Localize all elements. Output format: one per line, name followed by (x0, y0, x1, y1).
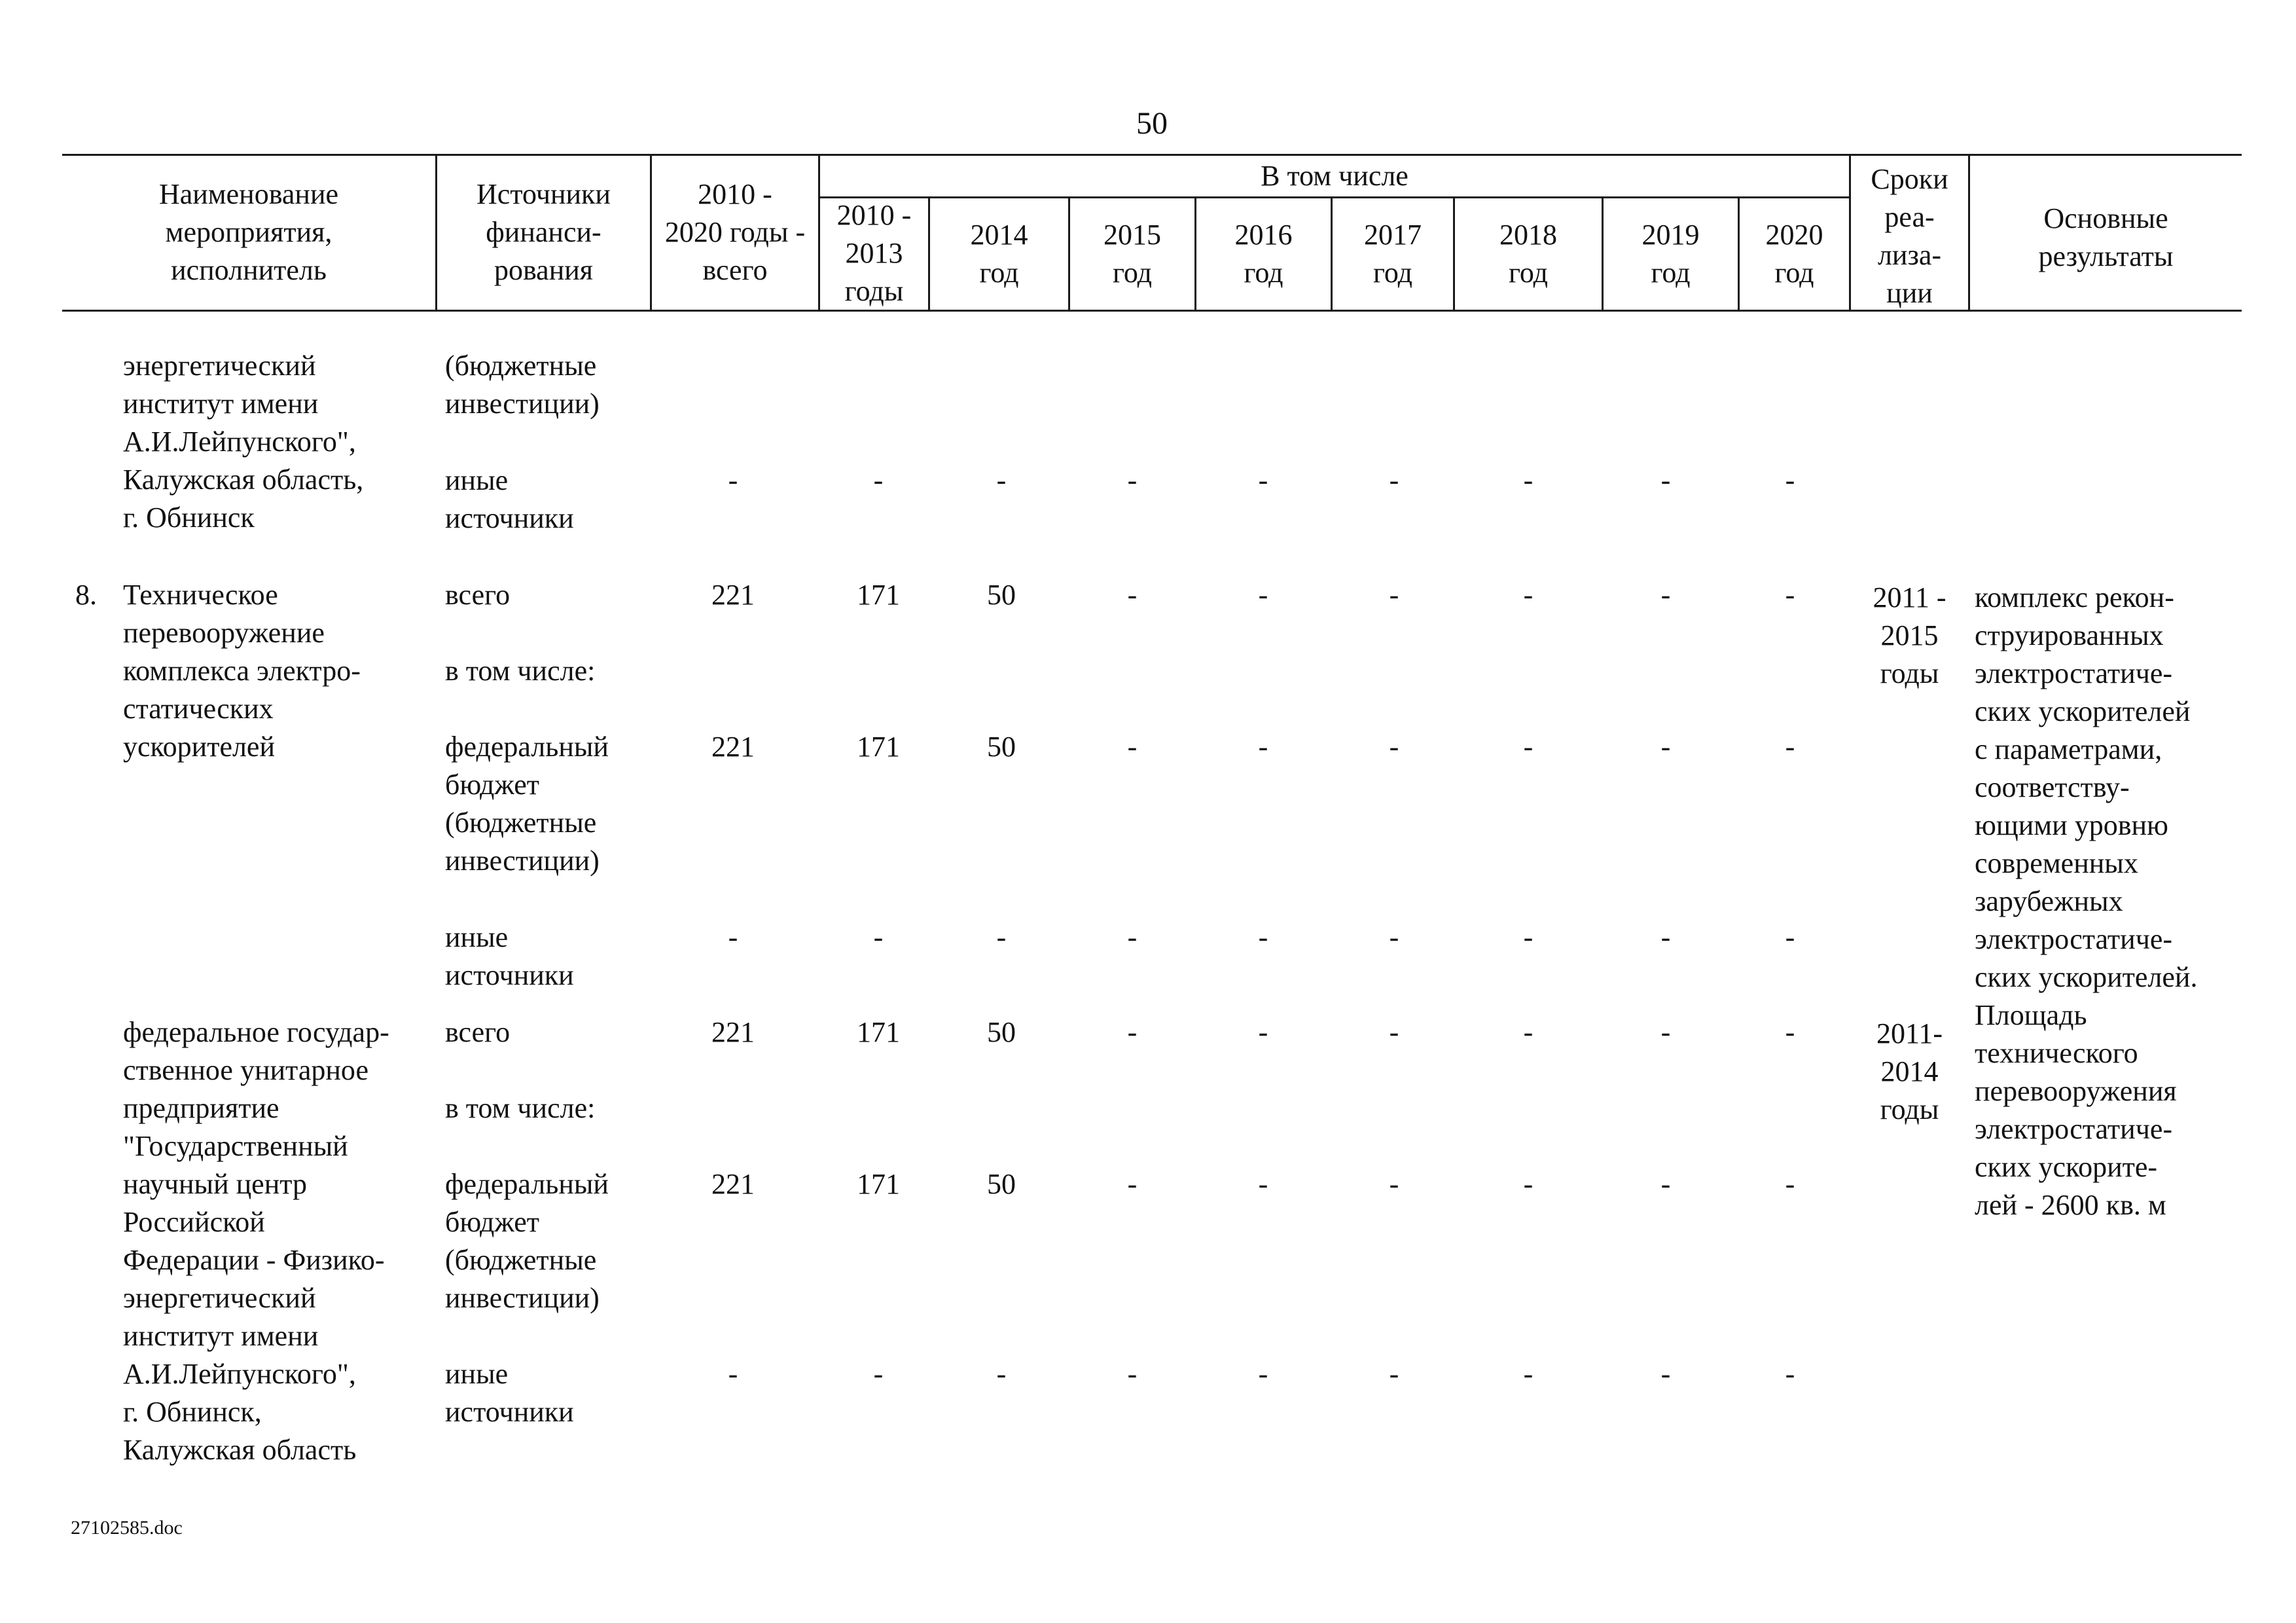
value-cell: - (728, 464, 738, 496)
cont-row-name: энергетический институт имени А.И.Лейпунского", Калужская область, г. Обнинск (123, 350, 364, 534)
value-cell: - (1785, 579, 1795, 611)
value-cell: - (1660, 1168, 1671, 1200)
value-cell: - (1523, 464, 1534, 496)
header-sources: Источники финанси- рования (476, 178, 611, 286)
header-name: Наименование мероприятия, исполнитель (158, 178, 339, 286)
item8-source-other: иные источники (445, 921, 574, 991)
value-cell: - (1523, 1358, 1534, 1390)
value-cell: 50 (987, 579, 1016, 611)
value-cell: - (1389, 731, 1399, 763)
value-cell: - (1389, 1016, 1399, 1048)
value-cell: 50 (987, 1016, 1016, 1048)
value-cell: - (1660, 464, 1671, 496)
value-cell: - (1660, 1358, 1671, 1390)
value-cell: - (1258, 464, 1268, 496)
value-cell: - (1258, 579, 1268, 611)
value-cell: 171 (857, 579, 900, 611)
value-cell: - (1127, 579, 1138, 611)
value-cell: - (996, 464, 1007, 496)
item8-name: Техническое перевооружение комплекса электро- статических ускорителей (123, 579, 361, 763)
cont-row-source-other: иные источники (445, 464, 574, 534)
value-cell: - (1523, 731, 1534, 763)
page-number: 50 (1136, 106, 1168, 141)
value-cell: - (728, 921, 738, 953)
value-cell: - (1258, 1168, 1268, 1200)
value-cell: - (1389, 1358, 1399, 1390)
executor-source-other: иные источники (445, 1358, 574, 1428)
header-terms: Сроки реа- лиза- ции (1871, 163, 1948, 309)
value-cell: - (1660, 1016, 1671, 1048)
value-cell: - (1389, 579, 1399, 611)
value-cell: - (1127, 1358, 1138, 1390)
value-cell: - (1785, 464, 1795, 496)
value-cell: - (873, 464, 884, 496)
item-number: 8. (75, 579, 97, 611)
header-including: В том числе (1261, 160, 1408, 192)
value-cell: - (1523, 1168, 1534, 1200)
value-cell: 221 (711, 731, 755, 763)
value-cell: - (1258, 1358, 1268, 1390)
value-cell: - (1523, 921, 1534, 953)
item8-results: комплекс рекон- струированных электростатиче- ских ускорителей с параметрами, соответству- ющими уровню современных зарубежных электростатиче- ских ускорителей. Площадь технического перевооружения электростатиче- ских ускорите- лей - 2600 кв. м (1975, 581, 2198, 1221)
value-cell: 171 (857, 731, 900, 763)
value-cell: - (1127, 921, 1138, 953)
value-cell: - (1258, 1016, 1268, 1048)
executor-terms: 2011- 2014 годы (1876, 1017, 1943, 1125)
value-cell: 171 (857, 1168, 900, 1200)
value-cell: - (728, 1358, 738, 1390)
header-total: 2010 - 2020 годы - всего (664, 178, 806, 286)
header-2019: 2019 год (1641, 219, 1700, 289)
header-results: Основные результаты (2038, 202, 2174, 272)
value-cell: - (1523, 1016, 1534, 1048)
executor-source-total: всего (445, 1016, 511, 1048)
table-top-rule (62, 154, 2242, 156)
header-2010-2013: 2010 - 2013 годы (836, 199, 912, 307)
executor-source-federal: федеральный бюджет (бюджетные инвестиции) (445, 1168, 609, 1314)
value-cell: 50 (987, 1168, 1016, 1200)
value-cell: - (1127, 731, 1138, 763)
value-cell: 171 (857, 1016, 900, 1048)
value-cell: - (873, 921, 884, 953)
document-filename: 27102585.doc (71, 1517, 183, 1539)
item8-terms: 2011 - 2015 годы (1873, 581, 1946, 689)
header-2016: 2016 год (1234, 219, 1293, 289)
value-cell: 221 (711, 579, 755, 611)
value-cell: - (996, 921, 1007, 953)
value-cell: 221 (711, 1016, 755, 1048)
subheader-rule (818, 196, 1849, 198)
item8-source-total: всего (445, 579, 511, 611)
value-cell: - (1785, 921, 1795, 953)
item8-source-federal: федеральный бюджет (бюджетные инвестиции) (445, 731, 609, 877)
value-cell: 221 (711, 1168, 755, 1200)
cont-row-source-budget: (бюджетные инвестиции) (445, 350, 600, 420)
header-2020: 2020 год (1765, 219, 1823, 289)
value-cell: - (1389, 464, 1399, 496)
value-cell: - (996, 1358, 1007, 1390)
header-2018: 2018 год (1499, 219, 1557, 289)
value-cell: - (1785, 1168, 1795, 1200)
header-2014: 2014 год (970, 219, 1028, 289)
value-cell: - (1785, 1358, 1795, 1390)
value-cell: - (1127, 464, 1138, 496)
header-2015: 2015 год (1103, 219, 1161, 289)
value-cell: - (873, 1358, 884, 1390)
value-cell: 50 (987, 731, 1016, 763)
executor-name: федеральное государ- ственное унитарное предприятие "Государственный научный центр Российской Федерации - Физико- энергетический институт имени А.И.Лейпунского", г. Обнинск, Калужская область (123, 1016, 389, 1466)
value-cell: - (1785, 731, 1795, 763)
value-cell: - (1389, 921, 1399, 953)
value-cell: - (1660, 921, 1671, 953)
executor-source-including: в том числе: (445, 1092, 596, 1124)
value-cell: - (1660, 731, 1671, 763)
value-cell: - (1785, 1016, 1795, 1048)
value-cell: - (1523, 579, 1534, 611)
item8-source-including: в том числе: (445, 655, 596, 687)
value-cell: - (1389, 1168, 1399, 1200)
value-cell: - (1258, 921, 1268, 953)
value-cell: - (1660, 579, 1671, 611)
value-cell: - (1127, 1016, 1138, 1048)
value-cell: - (1127, 1168, 1138, 1200)
header-2017: 2017 год (1364, 219, 1422, 289)
value-cell: - (1258, 731, 1268, 763)
